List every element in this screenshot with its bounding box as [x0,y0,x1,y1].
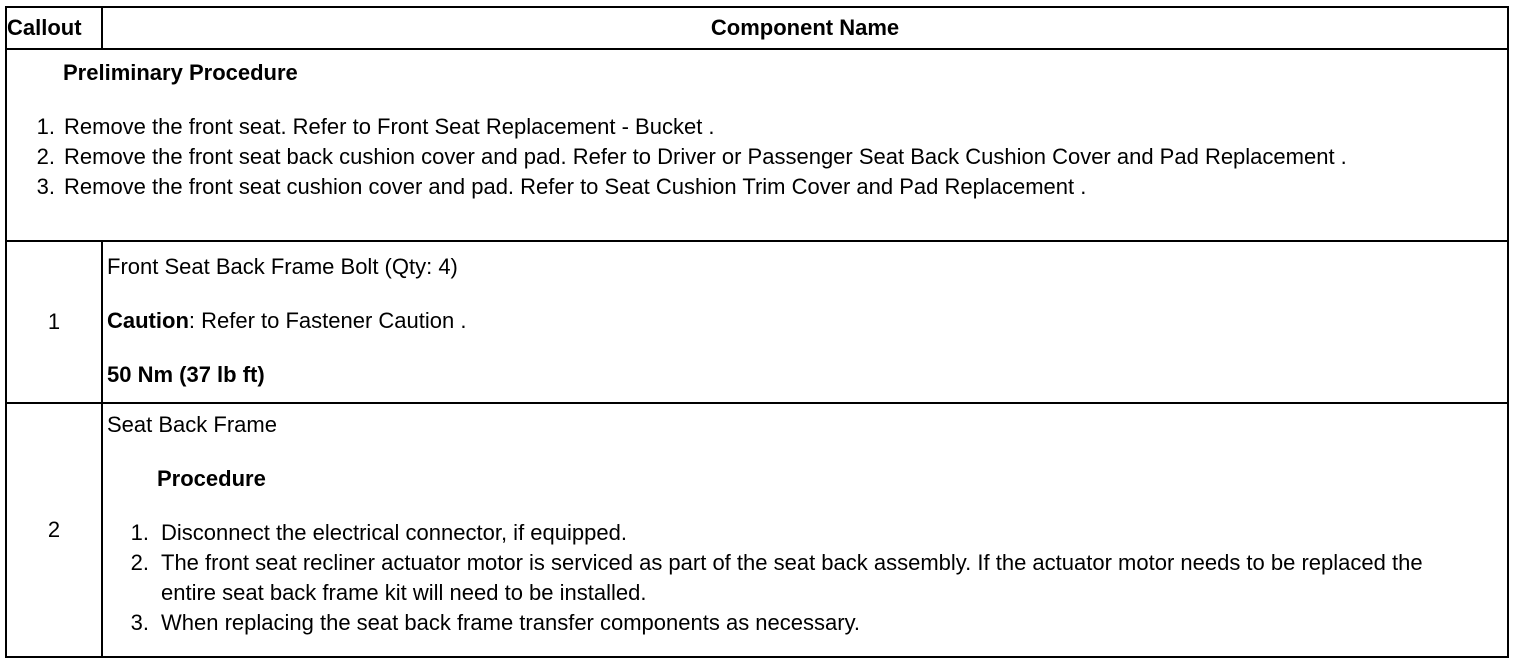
step-text: Disconnect the electrical connector, if equipped. [161,520,627,545]
caution-label: Caution [107,308,189,333]
step-number: 1. [36,114,55,139]
step-number: 2. [130,550,149,575]
list-item [119,548,1467,608]
list-item [119,518,1467,548]
step-number: 2. [36,144,55,169]
procedure-steps [107,518,1507,638]
header-row [6,7,1508,49]
list-item [25,172,1367,202]
torque-spec: 50 Nm (37 lb ft) [107,362,265,387]
component-name: Seat Back Frame [107,412,277,437]
callout-number: 2 [6,403,102,657]
step-text: Remove the front seat back cushion cover and pad. Refer to Driver or Passenger Seat Back Cushion Cover and Pad Replacement . [64,144,1347,169]
table-row [6,241,1508,403]
preliminary-title: Preliminary Procedure [63,60,298,85]
step-text: Remove the front seat cushion cover and pad. Refer to Seat Cushion Trim Cover and Pad Replacement . [64,174,1087,199]
caution-line [107,306,1507,336]
component-cell [102,403,1508,657]
callout-number: 1 [6,241,102,403]
preliminary-cell [6,49,1508,241]
step-text: The front seat recliner actuator motor is serviced as part of the seat back assembly. If the actuator motor needs to be replaced the entire seat back frame kit will need to be installed. [161,550,1423,605]
step-number: 1. [130,520,149,545]
step-text: When replacing the seat back frame transfer components as necessary. [161,610,861,635]
procedure-title: Procedure [157,466,266,491]
component-name: Front Seat Back Frame Bolt (Qty: 4) [107,254,458,279]
preliminary-row [6,49,1508,241]
component-cell [102,241,1508,403]
callout-header: Callout [6,7,102,49]
step-number: 3. [130,610,149,635]
component-name-header: Component Name [102,7,1508,49]
step-text: Remove the front seat. Refer to Front Seat Replacement - Bucket . [64,114,715,139]
caution-text: : Refer to Fastener Caution . [188,308,467,333]
table-row [6,403,1508,657]
step-number: 3. [36,174,55,199]
preliminary-steps [25,112,1367,202]
list-item [25,142,1367,172]
procedure-table [5,6,1509,658]
list-item [25,112,1367,142]
list-item [119,608,1467,638]
